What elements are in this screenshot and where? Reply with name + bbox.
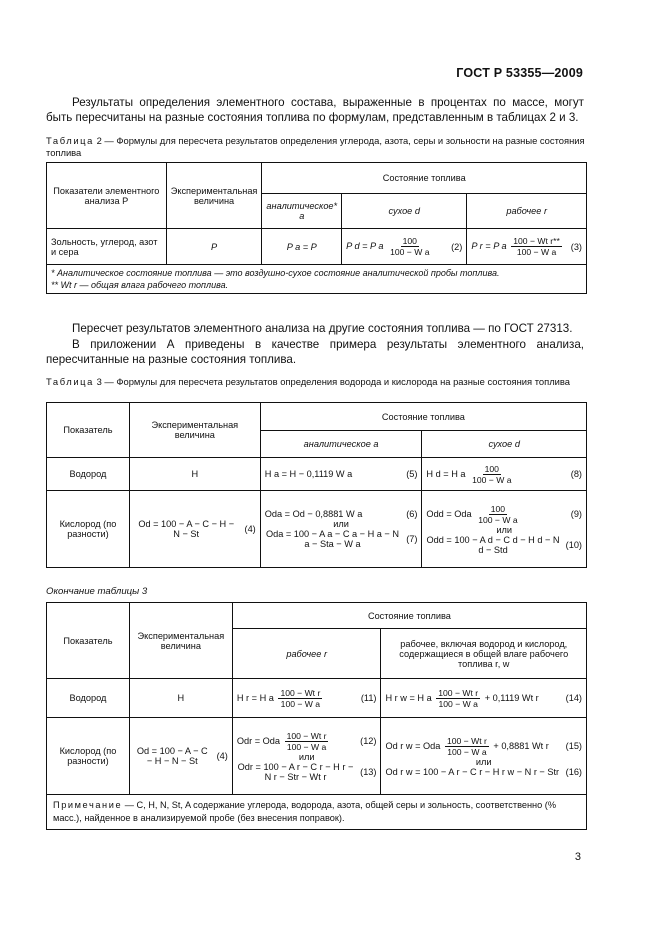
t3-r2-a-line2: Oda = 100 − A a − C a − H a − N a − Sta − W a <box>265 529 399 549</box>
table3-caption <box>46 376 586 388</box>
t3-r2-d-line2-no: (10) <box>565 539 582 550</box>
t3b-h-working: рабочее r <box>232 629 381 679</box>
t3-r2-d-num: 100 <box>490 503 506 514</box>
t3b-r2-w-tail: + 0,8881 Wt r <box>493 740 549 751</box>
t3b-r2-r-lhs: Odr = Oda <box>236 735 281 746</box>
t2-h-state: Состояние топлива <box>262 163 587 194</box>
t3b-r2-value-no: (4) <box>216 751 228 761</box>
t3-r2-value: Od = 100 − A − C − H − N − St <box>138 519 235 539</box>
t2-f-work-den: 100 − W a <box>516 247 557 257</box>
t3-r2-a-or: или <box>333 519 349 529</box>
t3b-r2-w-no: (15) <box>565 741 582 751</box>
t2-h-indicators: Показатели элементного анализа P <box>47 163 167 229</box>
t3-r2-d-fraction <box>476 504 519 525</box>
t3-r2-value-cell <box>129 491 260 568</box>
t3b-note-text: — C, H, N, St, A содержание углерода, водорода, азота, общей серы и зольность, соответственно (% масс.), найденное в анализируемой пробе (без внесения поправок). <box>53 800 557 823</box>
t3b-r1-label: Водород <box>47 679 130 718</box>
t3-r1-analytical-no: (5) <box>406 469 418 479</box>
t2-footnote-1: * Аналитическое состояние топлива — это воздушно-сухое состояние аналитической пробы топлива. <box>51 268 500 278</box>
t3-r1-analytical <box>260 458 422 491</box>
t3b-r2-r-line2: Odr = 100 − A r − C r − H r − N r − Str − Wt r <box>237 761 354 782</box>
intro-paragraph: Результаты определения элементного состава, выраженные в процентах по массе, могут быть пересчитаны на разные состояния топлива по формулам, представленным в таблицах 2 и 3. <box>46 96 584 124</box>
t2-f-work-lhs: P r = P a <box>471 240 507 251</box>
t2-f-work-num: 100 − Wt r** <box>513 236 560 246</box>
t3-r2-analytical <box>260 491 422 568</box>
t3-r2-label: Кислород (по разности) <box>47 491 130 568</box>
t3b-r1-w-den: 100 − W a <box>438 698 478 709</box>
t2-row-value: P <box>166 229 262 265</box>
t3b-note-word: Примечание <box>53 800 123 810</box>
t2-h-working: рабочее r <box>467 194 587 229</box>
t3b-r2-w-or: или <box>475 756 492 767</box>
t2-h-experimental: Экспериментальная величина <box>166 163 262 229</box>
t3b-r2-value: Od = 100 − A − C − H − N − St <box>136 746 208 766</box>
t3b-r2-w-line2: Od r w = 100 − A r − C r − H r w − N r − Str <box>385 766 560 777</box>
t3-r1-value: H <box>129 458 260 491</box>
t3b-r1-value: H <box>129 679 232 718</box>
t3b-r1-w-num: 100 − Wt r <box>438 687 479 698</box>
t3-h-analytical: аналитическое a <box>260 431 422 458</box>
t3b-r2-r-fraction <box>285 731 329 752</box>
table2-caption <box>46 135 586 159</box>
t3b-r1-working <box>232 679 381 718</box>
t3-r2-d-den: 100 − W a <box>478 514 518 525</box>
t3-r2-value-no: (4) <box>244 524 256 534</box>
page-number: 3 <box>574 851 581 863</box>
t3b-h-working-w: рабочее, включая водород и кислород, содержащиеся в общей влаге рабочего топлива r, w <box>381 629 587 679</box>
t3b-r1-w-tail: + 0,1119 Wt r <box>484 692 539 703</box>
t2-f-dry-den: 100 − W a <box>390 247 430 257</box>
t3b-r1-r-lhs: H r = H a <box>236 692 274 703</box>
table3-caption-word: Таблица <box>46 376 94 387</box>
t2-row-label: Зольность, углерод, азот и сера <box>47 229 167 265</box>
t3b-r2-w-line2-no: (16) <box>565 766 582 777</box>
t3b-r2-working-w <box>381 718 587 795</box>
t2-f-analytical: P a = P <box>262 229 342 265</box>
t3-r1-dry-fraction <box>470 464 513 485</box>
t3-h-experimental: Экспериментальная величина <box>129 403 260 458</box>
t3-r2-d-line1-lhs: Odd = Oda <box>426 508 472 519</box>
t3b-r1-r-no: (11) <box>360 693 377 703</box>
t3b-r1-working-w <box>381 679 587 718</box>
table2 <box>46 162 587 294</box>
t2-f-dry-fraction <box>388 236 431 257</box>
t3b-r2-label: Кислород (по разности) <box>47 718 130 795</box>
t3-r1-dry-den: 100 − W a <box>472 474 512 485</box>
t3-h-state: Состояние топлива <box>260 403 586 431</box>
table3-continuation <box>46 602 587 830</box>
t3-r1-dry-num: 100 <box>484 463 499 474</box>
t2-f-dry-num: 100 <box>402 236 417 246</box>
table2-caption-word: Таблица <box>46 135 94 146</box>
t3b-h-state: Состояние топлива <box>232 603 586 629</box>
t3-r2-d-line1-no: (9) <box>570 509 582 519</box>
t3b-r2-working <box>232 718 381 795</box>
t3-r2-a-line2-no: (7) <box>406 534 418 544</box>
table2-caption-text: 2 — Формулы для пересчета результатов определения углерода, азота, серы и зольности на разные состояния топлива <box>46 135 585 158</box>
table3-caption-text: 3 — Формулы для пересчета результатов определения водорода и кислорода на разные состояния топлива <box>93 376 570 387</box>
t2-footnote-2: ** Wt r — общая влага рабочего топлива. <box>51 280 229 290</box>
t3-r1-analytical-formula: H a = H − 0,1119 W a <box>264 469 353 479</box>
t3-r2-d-line2: Odd = 100 − A d − C d − H d − N d − Std <box>426 534 560 555</box>
t3b-r2-r-no: (12) <box>360 736 377 746</box>
t3b-r1-r-den: 100 − W a <box>280 698 321 709</box>
t2-f-work-no: (3) <box>570 241 582 252</box>
t3b-r1-w-lhs: H r w = H a <box>385 692 432 703</box>
t3b-r2-r-num: 100 − Wt r <box>286 730 327 741</box>
t2-h-dry: сухое d <box>342 194 467 229</box>
t3b-h-indicator: Показатель <box>47 603 130 679</box>
t3b-h-experimental: Экспериментальная величина <box>129 603 232 679</box>
t3-r1-dry-no: (8) <box>570 469 582 479</box>
t2-f-dry-lhs: P d = P a <box>346 240 384 251</box>
t3b-r2-w-fraction <box>445 736 489 757</box>
t3b-r2-r-den: 100 − W a <box>286 741 327 752</box>
t2-f-dry <box>342 229 467 265</box>
t3b-r2-w-den: 100 − W a <box>447 746 487 757</box>
t3b-r2-w-num: 100 − Wt r <box>446 735 487 746</box>
t3b-r1-w-no: (14) <box>565 693 582 703</box>
mid-paragraph-2: В приложении А приведены в качестве примера результаты элементного анализа, пересчитанные на разные состояния топлива. <box>46 338 584 366</box>
t3b-note <box>47 795 587 830</box>
t2-f-dry-no: (2) <box>451 241 463 252</box>
t3-r2-a-line1: Oda = Od − 0,8881 W a <box>264 509 363 519</box>
t3b-r1-w-fraction <box>436 688 480 709</box>
t3b-r1-r-num: 100 − Wt r <box>280 687 321 698</box>
t3-r2-d-or: или <box>496 524 513 535</box>
t3-r1-dry <box>422 458 587 491</box>
t2-h-analytical: аналитическое* a <box>262 194 342 229</box>
t3-h-dry: сухое d <box>422 431 587 458</box>
t3-r2-a-line1-no: (6) <box>406 509 418 519</box>
t3-r1-dry-lhs: H d = H a <box>426 468 466 479</box>
t3-r1-label: Водород <box>47 458 130 491</box>
t3b-r2-r-line2-no: (13) <box>360 766 377 777</box>
t2-f-working <box>467 229 587 265</box>
table3 <box>46 402 587 568</box>
t3b-r1-r-fraction <box>278 688 322 709</box>
table3b-caption: Окончание таблицы 3 <box>46 586 148 597</box>
t2-footnotes <box>47 265 587 294</box>
document-id: ГОСТ Р 53355—2009 <box>456 66 583 80</box>
t3b-r2-r-or: или <box>298 751 315 762</box>
t3b-r2-w-lhs: Od r w = Oda <box>385 740 441 751</box>
t2-f-work-fraction <box>511 236 562 257</box>
t3b-r2-value-cell <box>129 718 232 795</box>
t3-h-indicator: Показатель <box>47 403 130 458</box>
t3-r2-dry <box>422 491 587 568</box>
mid-paragraph-1: Пересчет результатов элементного анализа на другие состояния топлива — по ГОСТ 27313. <box>72 322 573 335</box>
